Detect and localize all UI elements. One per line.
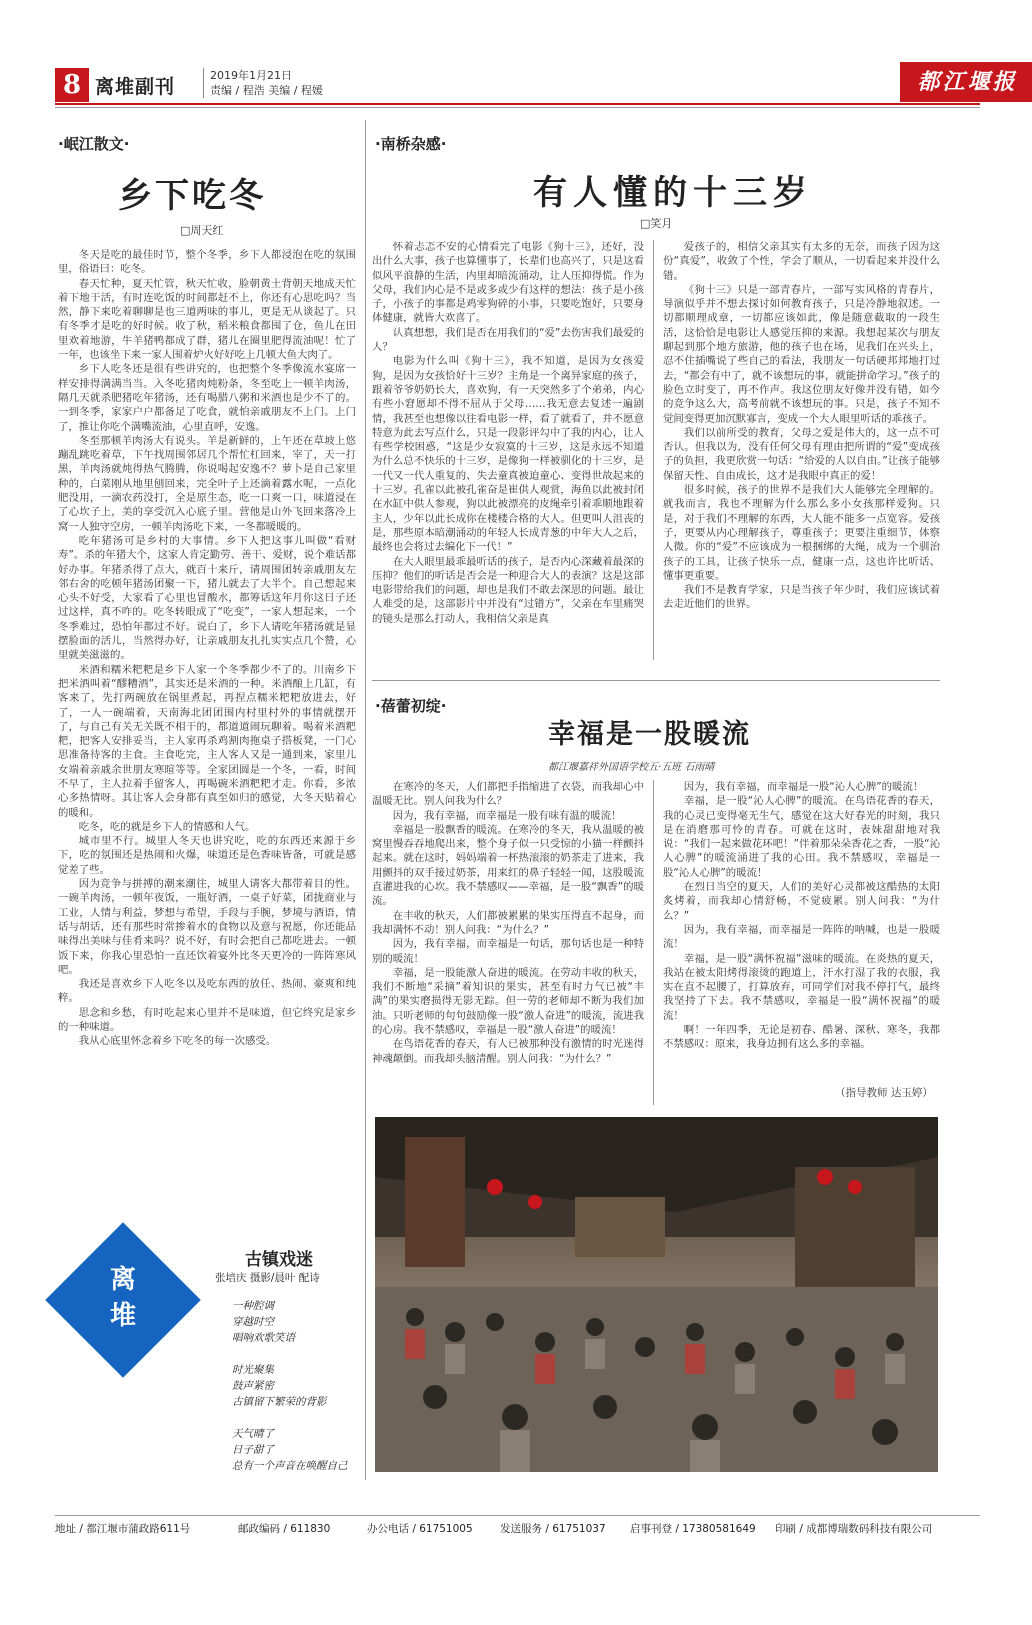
right-article-title: 有人懂的十三岁	[533, 173, 813, 213]
poem-line: 天气晴了	[232, 1428, 274, 1440]
right-article-byline: □笑月	[640, 217, 673, 230]
paragraph: 因为，我有幸福，而幸福是一句话，那句话也是一种特别的暖流！	[372, 938, 644, 965]
footer-address: 地址 / 都江堰市蒲政路611号	[55, 1523, 191, 1535]
paragraph: 在寒冷的冬天，人们都把手指缩进了衣袋，而我却心中温暖无比。别人问我为什么？	[372, 781, 644, 808]
poem-line: 日子甜了	[232, 1444, 274, 1456]
poem-line: 穿越时空	[232, 1316, 274, 1328]
poem-line: 时光聚集	[232, 1364, 274, 1376]
right-article-col1	[372, 240, 644, 665]
paragraph: 我从心底里怀念着乡下吃冬的每一次感受。	[78, 1035, 277, 1048]
section-name: 离堆副刊	[95, 76, 176, 98]
masthead-rule-thin	[55, 107, 980, 108]
footer	[55, 1515, 980, 1540]
paragraph: 幸福，是一股“沁人心脾”的暖流。在鸟语花香的春天，我的心灵已变得毫无生气，感觉在这大好春光的时刻，我只是在消磨那可怜的青春。可就在这时，表妹甜甜地对我说：“我们一起来做花环吧！”伴着那朵朵香花之香，一股“沁人心脾”的暖流涌进了我的心田。我不禁感叹，幸福是一股“沁人心脾”的暖流！	[663, 795, 940, 879]
paragraph: 春天忙种，夏天忙管，秋天忙收，脸朝黄土背朝天地成天忙着下地干活，有时连吃饭的时间都赶不上，你还有心思吃吗？当然，静下来吃着聊聊是也三道两味的事儿，更是无从谈起了。只有冬季才是吃的好时候。收了秋，稻米粮食都囤了仓，鱼儿在田里欢着地游，牛羊猪鸭都成了群，猪儿在圈里肥得流油呢！忙了一年，也该坐下来一家人围着炉火好好吃上几顿大鱼大肉了。	[58, 277, 356, 362]
paragraph: 《狗十三》只是一部青春片，一部写实风格的青春片，导演似乎并不想去探讨如何教育孩子，只是冷静地叙述。一切都顺理成章，一切都应该如此，像是随意截取的一段生活，这恰恰是电影让人感觉压抑的来源。我想起某次与朋友聊起到那个地方旅游，他的孩子也在场，见我们在兴头上，忍不住插嘴说了些自己的看法，我朋友一句话硬邦邦地打过去，“都会有中了，就不该想玩的事，就能拼命学习。”孩子的脸色立时变了，再不作声。我这位朋友好像并没有错，如今的竞争这么大，高考前就不该想玩的事。只是，孩子不知不觉间变得更加沉默寡言，变成一个大人眼里听话的乖孩子。	[663, 283, 940, 425]
left-column-head: ·岷江散文·	[58, 135, 130, 153]
masthead-rule	[55, 103, 980, 105]
paragraph: 我还是喜欢乡下人吃冬以及吃东西的放任、热闹、豪爽和纯粹。	[58, 978, 356, 1005]
paragraph: 认真想想，我们是否在用我们的“爱”去伤害我们最爱的人？	[372, 326, 644, 354]
footer-office-phone: 办公电话 / 61751005	[367, 1523, 473, 1535]
paragraph: 乡下人吃冬还是很有些讲究的，也把整个冬季像流水宴席一样安排得满满当当。入冬吃猪肉炖粉条，冬至吃上一顿羊肉汤，隔几天就杀肥猪吃年猪汤，还有喝腊八粥和米酒也是少不了的。一到冬季，家家户户都备足了吃食，就怕亲戚朋友不上门。上门了，推让你吃个满嘴流油，心里直呼，安逸。	[58, 363, 356, 433]
issue-date: 2019年1月21日	[210, 69, 292, 82]
paragraph: 电影为什么叫《狗十三》，我不知道，是因为女孩爱狗，是因为女孩恰好十三岁？主角是一个离异家庭的孩子，跟着爷爷奶奶长大，喜欢狗，有一天突然多了个弟弟，内心有些小窘愿却不得不屈从于父母……我无意去复述一遍剧情，我甚至也想像以往看电影一样，看了就看了，并不愿意特意为此去写点什么，只是一段影评勾中了我的内心，让人有些学校困惑，“这是少女寂寞的十三岁，这是永远不知道为什么总不快乐的十三岁，是像狗一样被驯化的十三岁，是一代又一代人重复的、失去童真被迫童心、变得世故起来的十三岁。孔雀以此被孔雀奋是崔供人观赏，海鱼以此被封闭在水缸中供人参观，狗以此被漂亮的皮绳牵引着乖顺地跟着主人，少年以此长成你在楼楼合格的大人。但更叫人沮丧的是，那些原本暗潮涌动的年轻人长成青葱的中年大人之后，最终也会将过去编化下一代！”	[372, 355, 644, 554]
bottom-article-col2	[663, 780, 940, 1080]
poem-line: 鼓声紧密	[232, 1380, 274, 1392]
masthead	[55, 60, 1018, 102]
column-divider	[365, 120, 366, 1480]
paragraph: 我们不是教育学家，只是当孩子年少时，我们应该试着去走近他们的世界。	[663, 584, 940, 611]
poem-title: 古镇戏迷	[245, 1250, 313, 1270]
paragraph: 很多时候，孩子的世界不是我们大人能够完全理解的。就我而言，我也不理解为什么那么多小女孩那样爱狗。只是，对于我们不理解的东西，大人能不能多一点宽容。爱孩子，更要从内心理解孩子，尊重孩子；更要注重细节，体察人微。你的“爱”不应该成为一根捆绑的大绳，成为一个驯治孩子的工具，让孩子快乐一点，健康一点，这也许比听话、懂事更重要。	[663, 484, 940, 582]
bottom-article-col1	[372, 780, 644, 1110]
bottom-column-divider	[653, 780, 654, 1105]
footer-printer: 印刷 / 成都博瑞数码科技有限公司	[775, 1523, 933, 1535]
paragraph: 因为，我有幸福，而幸福是一股“沁人心脾”的暖流！	[683, 781, 924, 793]
footer-ads: 启事刊登 / 17380581649	[630, 1523, 756, 1535]
right-article-col2	[663, 240, 940, 665]
right-column-head: ·南桥杂感·	[375, 135, 447, 153]
lidui-badge-text: 离堆	[109, 1265, 136, 1331]
paragraph: 因为，我有幸福，而幸福是一股有味有温的暖流！	[392, 809, 622, 822]
poem-byline: 张培庆 摄影/晨叶 配诗	[215, 1272, 320, 1284]
footer-distribution: 发送服务 / 61751037	[500, 1523, 606, 1535]
poem-line: 一种腔调	[232, 1300, 274, 1312]
teacher-credit: （指导教师 达玉婷）	[835, 1087, 933, 1099]
paragraph: 在大人眼里最乖最听话的孩子，是否内心深藏着最深的压抑？他们的听话是否会是一种迎合大人的表演？这是这部电影带给我们的问题，却也是我们不敢去深思的问题。最让人难受的是，这部影片中并没有“过错方”，父亲在车里痛哭的镜头是那么打动人，我相信父亲是真	[372, 555, 644, 625]
page-number: 8	[55, 68, 89, 102]
paragraph: 因为，我有幸福，而幸福是一阵阵的呐喊，也是一股暖流！	[663, 923, 940, 951]
editor-credits: 责编 / 程浩 美编 / 程媛	[210, 84, 323, 97]
paragraph: 在鸟语花香的春天，有人已被那种没有激情的时光迷得神魂颠倒。而我却头脑清醒。别人问我：“为什么？”	[372, 1038, 644, 1065]
paragraph: 我们以前所受的教育，父母之爱是伟大的，这一点不可否认。但我以为，没有任何父母有理由把所谓的“爱”变成孩子的负担，我更欣赏一句话：“给爱的人以自由。”让孩子能够保留天性、自由成长，这才是我眼中真正的爱！	[663, 426, 940, 482]
paragraph: 幸福，是一股能激人奋进的暖流。在劳动丰收的秋天，我们不断地“采摘”着知识的果实，甚至有时力气已被“丰满”的果实磨损得无影无踪。但一劳的老师却不断为我们加油。只听老师的句句鼓励像一股“激人奋进”的暖流，流进我的心房。我不禁感叹，幸福是一股“激人奋进”的暖流！	[372, 966, 644, 1037]
paragraph: 在烈日当空的夏天，人们的美好心灵都被这酷热的太阳炙烤着，而我却心情舒畅，不觉疲累。别人问我：“为什么？”	[663, 881, 940, 922]
bottom-article-byline: 都江堰嘉祥外国语学校五·五班 石雨晴	[548, 762, 715, 773]
bottom-column-head: ·蓓蕾初绽·	[375, 697, 447, 715]
paragraph: 因为竞争与拼搏的潮来潮往，城里人请客大都带着目的性。一碗羊肉汤，一顿年夜饭，一瓶好酒，一桌子好菜，团拢商业与工业，人情与利益，梦想与希望，手段与手腕，梦境与酒语，情话与胡话，还有那些时常掺着水的食物以及意与祝愿，你还能品味得出美味与佳肴来吗？说不好，有时会把自己都吃进去。一顿饭下来，你我心里恐怕一直还饮着宴外比冬天更冷的一阵阵寒风吧。	[58, 878, 356, 976]
paragraph: 冬至那顿羊肉汤大有说头。羊是新鲜的，上午还在草坡上悠蹦乱跳吃着草，下午找周围邻居几个帮忙杠回来，宰了，天一打黑，羊肉汤就炖得热气腾腾，你说喝起安逸不？萝卜是自己家里种的，白菜刚从地里刨回来，完全叶子上还滴着露水呢，一点化肥没用，一滴农药没打，全是原生态，吃一口爽一口，味道浸在了心坎子上，美的享受沉入心底子里。营他是山外飞回来落冷上窝一人独守空房，一顿羊肉汤吃下来，一冬都暖暖的。	[58, 434, 356, 533]
paragraph: 怀着忐忑不安的心情看完了电影《狗十三》，还好，没出什么大事，孩子也算懂事了，长辈们也高兴了，只是这看似风平浪静的生活，内里却暗流涌动，让人压抑得慌。作为父母，我们内心是不是或多或少有这样的想法：孩子是小孩子，小孩子的事都是鸡零狗碎的小事，只要吃饱好，只要身体健康，就皆大欢喜了。	[372, 241, 644, 325]
paragraph: 啊！一年四季，无论是初春、酷暑、深秋、寒冬，我都不禁感叹：原来，我身边拥有这么多的幸福。	[663, 1024, 940, 1051]
right-column-divider	[653, 240, 654, 660]
paragraph: 在丰收的秋天，人们都被累累的果实压得直不起身，而我却满怀不动！别人问我：“为什么？”	[372, 909, 644, 936]
left-article-byline: □周天红	[180, 224, 224, 237]
paragraph: 幸福，是一股“满怀祝福”滋味的暖流。在炎热的夏天，我站在被太阳烤得滚烫的跑道上，汗水打湿了我的衣服，我实在直不起腰了，打算放弃，可同学们对我不停打气，最终我坚持了下去。我不禁感叹，幸福是一股“满怀祝福”的暖流！	[663, 952, 940, 1022]
paragraph: 吃年猪汤可是乡村的大事情。乡下人把这事儿叫做“看财寿”。杀的年猪大个，这家人肯定勤劳、善干、爱财，说个难话都好办事。年猪杀得了点大，就百十来斤，请周围团转亲戚朋友左邻右舍的吃顿年猪汤团聚一下，猪儿就去了大半个。自己想起来心头不好受，大家看了心里也冒酸水，都筹话这年月你这日子还过这样，真不咋的。吃冬转眼成了“吃变”，一家人想起来，一个冬季难过，恐怕年都过不好。说白了，乡下人请吃年猪汤就是显摆脸面的活儿，当然得办好，让亲戚朋友扎扎实实点几个赞，心里就美滋滋的。	[58, 534, 356, 662]
section-divider	[372, 680, 940, 681]
paragraph: 冬天是吃的最佳时节，整个冬季，乡下人都浸泡在吃的氛围里，俗语曰：吃冬。	[58, 249, 356, 276]
paragraph: 米酒和糯米粑粑是乡下人家一个冬季都少不了的。川南乡下把米酒叫着“醪糟酒”，其实还是米酒的一种。米酒酿上几缸，有客来了，先打两碗放在锅里煮起，再捏点糯米粑粑放进去，好了，一人一碗端着，天南海北团团围内村里村外的事情就摆开了，与自己有关无关既不相干的，都道道闹玩聊着。喝着米酒粑粑，把客人安排妥当，主人家再杀鸡割肉拖桌子搭板凳，一门心思准备待客的主食。主食吃完，主人客人又是一通到来，家里儿女端着亲戚余世朋友寒暄等等。全家团圆是一个冬，一看，时间不早了，主人拉着手留客人，再喝碗米酒粑粑才走。你看，多浓心多热情呀。其让客人会身都有真至如归的感觉，大冬天贴着心的暖和。	[58, 663, 356, 819]
poem-line: 古镇留下繁荣的背影	[232, 1396, 327, 1408]
photo-illustration	[375, 1117, 938, 1472]
paragraph: 爱孩子的，相信父亲其实有太多的无奈，而孩子因为这份“真爱”，收敛了个性，学会了顺从，一切看起来并没什么错。	[663, 241, 940, 282]
bottom-article-title: 幸福是一股暖流	[548, 719, 751, 750]
paragraph: 吃冬，吃的就是乡下人的情感和人气。	[78, 820, 256, 833]
paragraph: 城市里不行。城里人冬天也讲究吃，吃的东西还来源于乡下，吃的氛围还是热闹和火爆，味道还是色香味皆备，可就是感觉差了些。	[58, 835, 356, 876]
dateline	[203, 68, 323, 98]
footer-postcode: 邮政编码 / 611830	[238, 1523, 331, 1535]
left-article-body	[58, 248, 356, 1218]
paragraph: 幸福是一股飘香的暖流。在寒冷的冬天，我从温暖的被窝里慢吞吞地爬出来，整个身子似一只受惊的小猫一样颤抖起来。就在这时，妈妈端着一杯热滚滚的奶茶走了进来，我用颤抖的双手接过奶茶，用来红的鼻子轻轻一闻，这股暖流直灌进我的心坎。我不禁感叹——幸福，是一股“飘香”的暖流。	[372, 823, 644, 908]
poem-body	[232, 1298, 348, 1474]
newspaper-logo: 都江堰报	[900, 62, 1032, 102]
ancient-town-crowd-photo	[375, 1117, 938, 1472]
left-article-title: 乡下吃冬	[118, 176, 266, 216]
poem-line: 唱响欢歌笑语	[232, 1332, 295, 1344]
paragraph: 思念和乡愁，有时吃起来心里并不是味道，但它终究是家乡的一种味道。	[58, 1006, 356, 1034]
poem-line: 总有一个声音在唤醒自己	[232, 1460, 348, 1472]
